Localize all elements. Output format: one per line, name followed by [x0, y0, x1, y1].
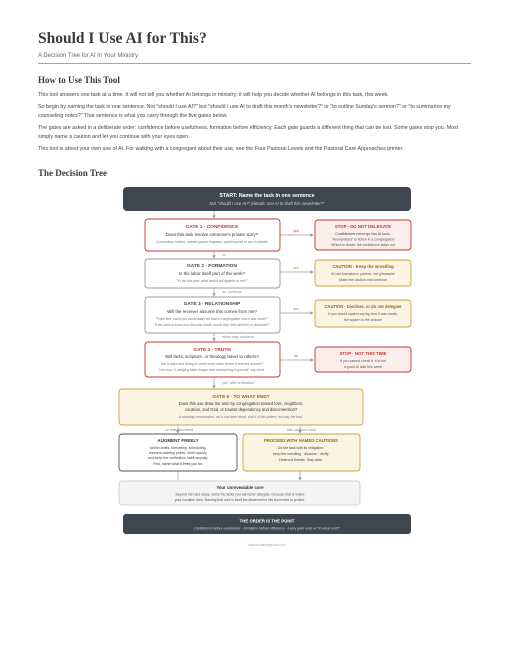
gate-2-title: GATE 2 · FORMATION — [187, 264, 237, 269]
gate-3 — [145, 297, 299, 339]
gate-4-question: Will facts, scripture, or theology travel to others? — [165, 354, 259, 359]
gate-4-note-2: How true. If verifying takes longer than researching it yourself, stop here. — [159, 368, 265, 372]
gate-5-question-2: vocation, and God, or toward dependency and disconnection? — [184, 407, 298, 412]
svg-text:If you cannot check it, it is: If you cannot check it, it is not — [340, 359, 386, 363]
branch-label-left: on reception mired — [165, 428, 194, 432]
gate-4-no-label: yes, with verification — [222, 381, 255, 385]
svg-text:a good AI task this week: a good AI task this week — [344, 365, 382, 369]
branch-label-right: with cautions noted — [287, 428, 317, 432]
svg-text:Make the caution and continue: Make the caution and continue — [339, 278, 387, 282]
howto-paragraph-3: The gates are asked in a deliberate order: confidence before usefulness, formation before efficiency. Each gate guards a different thing that can be lost. Some gates stop you. Most simply name a caution and let you continue with your eyes open. — [38, 125, 459, 140]
start-sub: Not "should I use AI?" (details: use AI to draft this newsletter?" — [209, 201, 325, 206]
gate-4 — [145, 342, 298, 385]
gate-3-question: Will the receiver assume this comes from me? — [167, 309, 257, 314]
gate-5-question: Does this use draw me and my congregation toward love, neighbors, — [178, 401, 304, 406]
svg-text:research starting points. Work: research starting points. Work openly, — [148, 451, 208, 455]
svg-text:CAUTION · Keep the wrestling: CAUTION · Keep the wrestling — [332, 264, 394, 269]
gate-4-yes-label: no — [294, 354, 298, 358]
svg-text:"Anonymized" is fiction in a c: "Anonymized" is fiction in a congregation — [331, 237, 395, 242]
gate-3-no-label: either way, continue — [222, 335, 254, 339]
gate-5-title: GATE 5 · TO WHAT END? — [212, 395, 270, 400]
svg-text:AI can brainstorm, partner, no: AI can brainstorm, partner, not ghostwrite — [330, 272, 396, 276]
svg-text:AUGMENT FREELY: AUGMENT FREELY — [157, 438, 199, 443]
gate-2 — [145, 259, 299, 294]
svg-text:your vocation lives. Naming th: your vocation lives. Naming that core is itself the discernment this tool exists to protect. — [174, 498, 306, 502]
svg-text:Defend it threats. Stay wide.: Defend it threats. Stay wide. — [279, 458, 323, 462]
document-subtitle: A Decision Tree for AI in Your Ministry — [38, 53, 139, 59]
svg-text:First, name what it frees you: First, name what it frees you for. — [153, 462, 203, 466]
svg-text:CAUTION · Disclose, or do not: CAUTION · Disclose, or do not delegate — [324, 304, 402, 309]
gate-1-note: Counseling content, named prayer requests, anything told to you in private — [156, 240, 268, 244]
howto-paragraph-4: This tool is about your own use of AI. For walking with a congregant about their use, see the Four Pastoral Levels and the Pastoral Care Approaches primer. — [38, 146, 404, 152]
tree-heading: The Decision Tree — [38, 168, 107, 178]
gate-1 — [145, 219, 299, 257]
gate-3-note-2: "If this person knew how this was made, would they feel cared for or deceived?" — [153, 323, 271, 327]
svg-text:PROCEED WITH NAMED CAUTIONS: PROCEED WITH NAMED CAUTIONS — [263, 438, 339, 443]
gate-3-note: "Pulpit text, could you comfortably tell that to congregation how it was made?" — [155, 317, 269, 321]
gate-1-question: Does this task involve someone's private story? — [165, 232, 259, 237]
svg-text:Admin drafts, formatting, sche: Admin drafts, formatting, scheduling, — [149, 446, 207, 450]
gate-4-title: GATE 4 · TRUTH — [193, 348, 231, 353]
gate-1-title: GATE 1 · CONFIDENCE — [185, 225, 239, 230]
gate-2-yes-label: yes — [293, 266, 299, 270]
gate-1-yes-label: yes — [293, 229, 299, 233]
gate-2-question: Is the labor itself part of the work? — [179, 271, 245, 276]
gate-3-yes-label: yes — [293, 307, 299, 311]
gate-5 — [119, 389, 363, 425]
svg-text:Beyond the hard stops, name th: Beyond the hard stops, name the tasks you will never delegate, because that is where — [175, 492, 305, 497]
howto-heading: How to Use This Tool — [38, 75, 120, 85]
gate-3-outcome — [315, 300, 411, 327]
start-node — [123, 187, 411, 211]
svg-text:Do the task with its mitigatio: Do the task with its mitigation: — [277, 446, 325, 450]
result-proceed-with-cautions — [243, 434, 360, 471]
svg-text:keep the wrestling · disclose: keep the wrestling · disclose · verify. — [272, 452, 330, 456]
start-title: START: Name the task in one sentence — [219, 193, 315, 199]
gate-2-no-label: no, continue — [222, 290, 242, 294]
svg-text:THE ORDER IS THE POINT: THE ORDER IS THE POINT — [239, 518, 295, 524]
gate-3-title: GATE 3 · RELATIONSHIP — [183, 302, 241, 307]
gate-5-note: A standing conversation, not a one-time check. Ask it of the pattern, not only the task. — [178, 415, 304, 419]
svg-text:Your unrevealable core: Your unrevealable core — [216, 485, 264, 490]
svg-text:Where in doubt, the confidence: Where in doubt, the confidence stays out — [331, 243, 395, 247]
svg-text:Confidence before usefulness ·: Confidence before usefulness · formation before efficiency · every path ends at "to what end?" — [194, 526, 340, 531]
document-title: Should I Use AI for This? — [38, 30, 207, 47]
svg-text:and keep the verification habi: and keep the verification habit anyway. — [147, 456, 209, 460]
howto-paragraph-1: This tool answers one task at a time. It will not tell you whether AI belongs in ministry; it will help you decide whether AI belongs in this task, this week. — [38, 92, 389, 98]
svg-text:Confidences never go into AI t: Confidences never go into AI tools. — [335, 232, 391, 236]
gate-1-no-label: no — [222, 253, 226, 257]
svg-text:STOP · NOT THIS TIME: STOP · NOT THIS TIME — [339, 351, 387, 356]
gate-4-note: Not a claim and willing to verify every claim before it reaches anyone? — [161, 362, 263, 366]
gate-2-note: "If I do this part, what would fall against to me?" — [176, 279, 248, 283]
svg-text:the squirm is the answer: the squirm is the answer — [344, 318, 382, 322]
gate-4-outcome — [315, 347, 411, 372]
result-augment-freely — [119, 434, 237, 471]
gate-1-outcome — [315, 220, 411, 250]
unreviewable-core — [119, 481, 360, 505]
svg-text:If you would squirm saying how: If you would squirm saying how it was made, — [328, 312, 398, 316]
footer-url: www.ai.ministrytools.com — [248, 543, 286, 547]
gate-2-outcome — [315, 260, 411, 286]
order-footer — [123, 514, 411, 534]
svg-text:STOP · DO NOT DELEGATE: STOP · DO NOT DELEGATE — [334, 224, 392, 229]
howto-paragraph-2: So begin by naming the task in one sentence. Not "should I use AI?" but "should I use AI to draft this month's newsletter?" or "to outline Sunday's sermon?" or "to summarize my counseling notes?" That sentence is what you carry through the five gates below. — [38, 104, 451, 119]
